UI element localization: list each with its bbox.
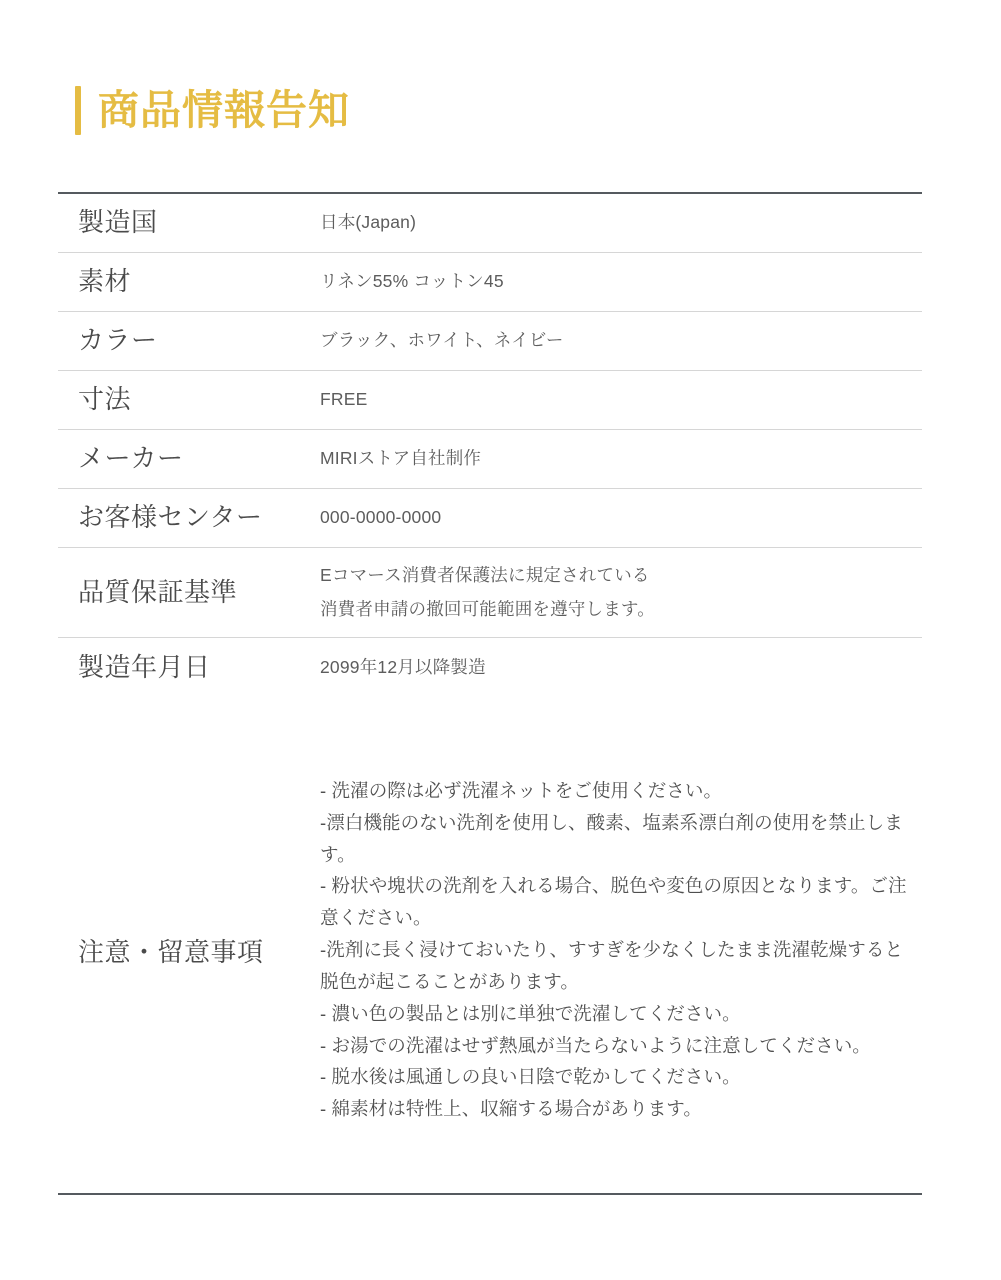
spec-label-quality-standard: 品質保証基準 [78, 576, 238, 607]
spec-value-line: ブラック、ホワイト、ネイビー [320, 330, 564, 351]
note-line: -漂白機能のない洗剤を使用し、酸素、塩素系漂白剤の使用を禁止します。 [320, 811, 903, 865]
table-row [58, 638, 922, 697]
spec-label-manufacture-date: 製造年月日 [78, 651, 211, 682]
spec-value-line: リネン55% コットン45 [320, 271, 504, 292]
page-title [75, 86, 350, 135]
table-row [58, 371, 922, 430]
note-line: - お湯での洗濯はせず熱風が当たらないように注意してください。 [320, 1034, 871, 1056]
spec-value-country [320, 194, 922, 252]
note-line: - 綿素材は特性上、収縮する場合があります。 [320, 1098, 703, 1120]
spec-value-quality-standard [320, 548, 922, 637]
table-row [58, 253, 922, 312]
note-line: - 脱水後は風通しの良い日陰で乾かしてください。 [320, 1066, 741, 1088]
note-line: - 洗濯の際は必ず洗濯ネットをご使用ください。 [320, 780, 723, 802]
spec-value-line: 消費者申請の撤回可能範囲を遵守します。 [320, 598, 655, 619]
spec-value-size [320, 371, 922, 429]
spec-value-line: 000-0000-0000 [320, 507, 442, 528]
title-accent-bar-icon [75, 86, 81, 135]
notes-section [58, 710, 922, 1190]
spec-value-maker [320, 430, 922, 488]
note-line: -洗剤に長く浸けておいたり、すすぎを少なくしたまま洗濯乾燥すると脱色が起こることがあります。 [320, 939, 904, 992]
table-row [58, 430, 922, 489]
spec-value-line: 2099年12月以降製造 [320, 656, 486, 677]
table-row [58, 710, 922, 1190]
spec-table [58, 192, 922, 697]
table-row [58, 489, 922, 548]
spec-label-size: 寸法 [78, 384, 132, 415]
spec-value-line: MIRIストア自社制作 [320, 448, 482, 469]
spec-value-line: 日本(Japan) [320, 212, 417, 233]
spec-value-color [320, 312, 922, 370]
table-row [58, 548, 922, 638]
spec-value-material [320, 253, 922, 311]
spec-value-line: FREE [320, 389, 368, 410]
spec-label-material: 素材 [78, 266, 132, 297]
spec-value-manufacture-date [320, 638, 922, 697]
notes-label: 注意・留意事項 [78, 936, 264, 967]
note-line: - 濃い色の製品とは別に単独で洗濯してください。 [320, 1002, 741, 1024]
spec-label-country: 製造国 [78, 207, 158, 238]
spec-value-line: Eコマース消費者保護法に規定されている [320, 565, 650, 586]
spec-label-color: カラー [78, 325, 158, 356]
notes-body [320, 775, 922, 1125]
page-title-text: 商品情報告知 [98, 87, 350, 133]
spec-label-maker: メーカー [78, 443, 184, 474]
table-row [58, 312, 922, 371]
table-row [58, 194, 922, 253]
note-line: - 粉状や塊状の洗剤を入れる場合、脱色や変色の原因となります。ご注意ください。 [320, 875, 907, 929]
bottom-divider [58, 1193, 922, 1195]
spec-label-customer-center: お客様センター [78, 502, 263, 533]
spec-value-customer-center [320, 489, 922, 547]
